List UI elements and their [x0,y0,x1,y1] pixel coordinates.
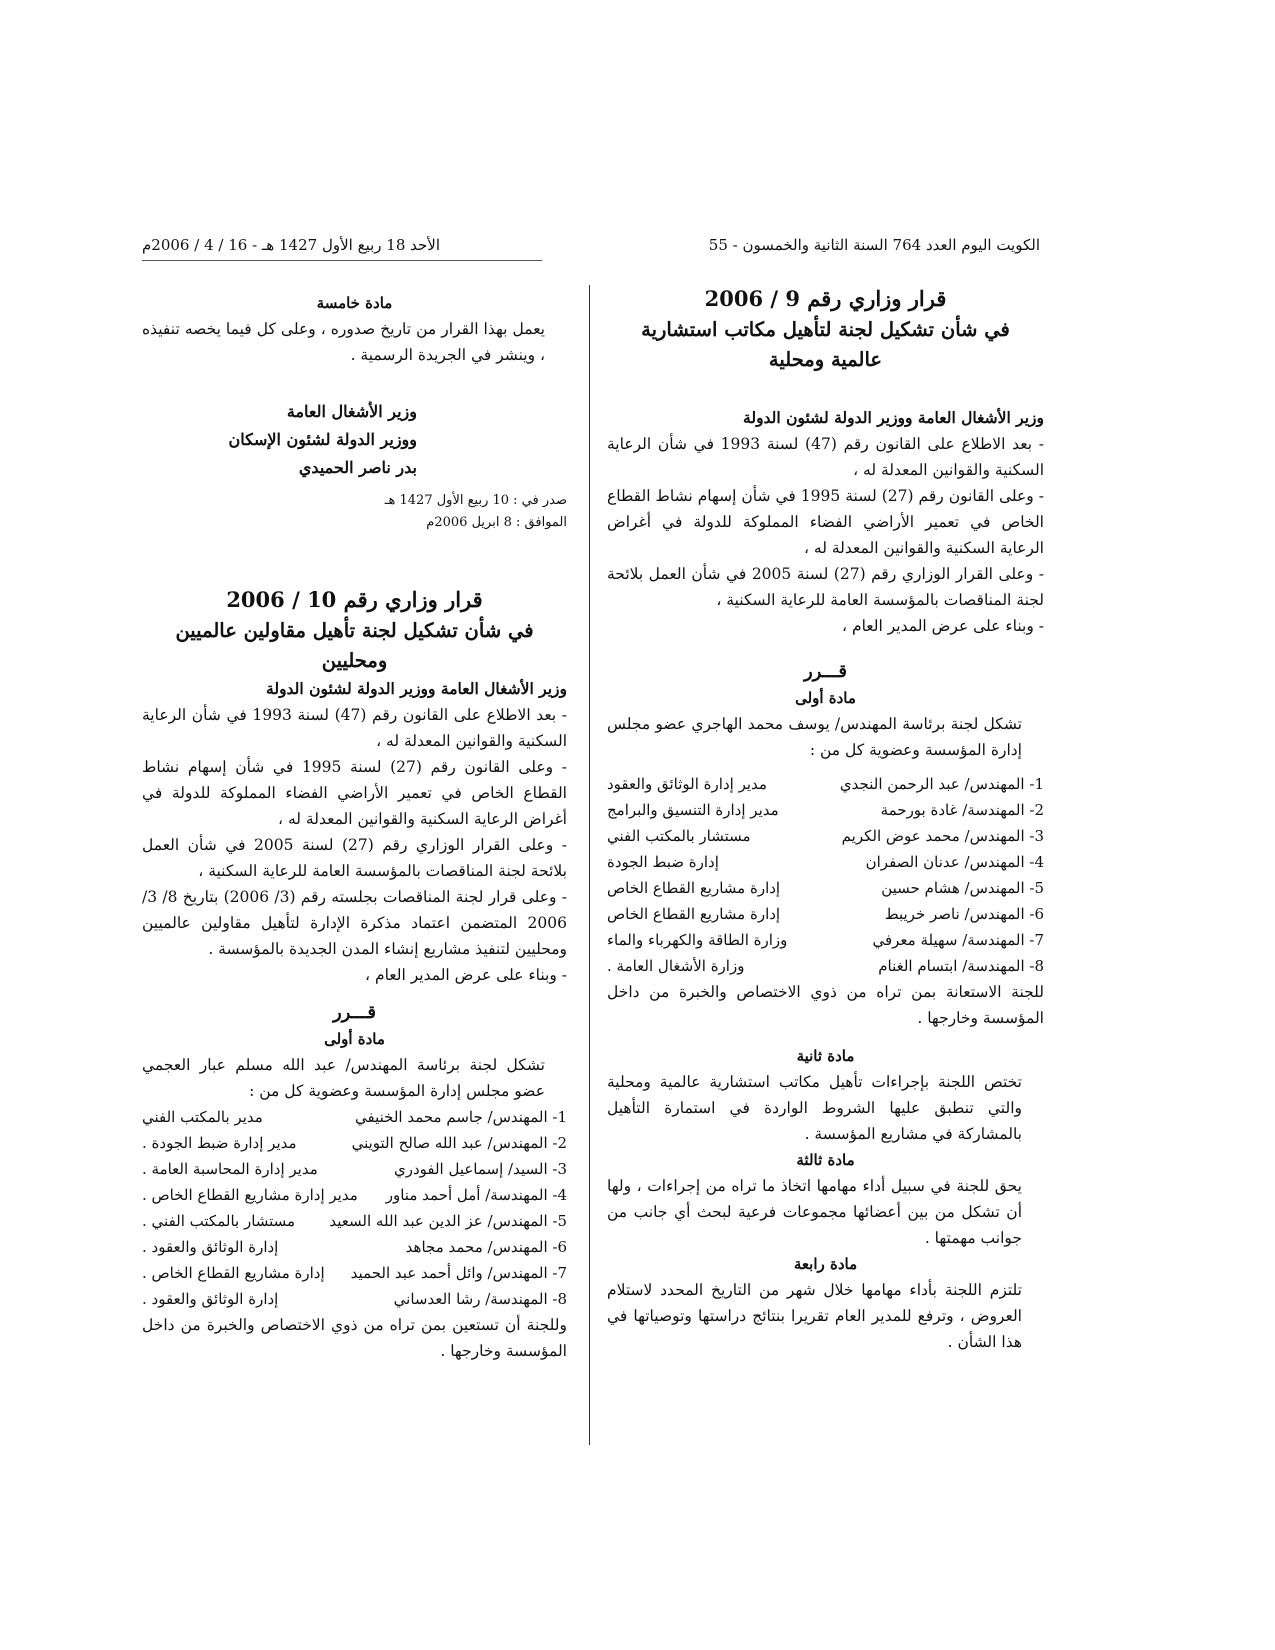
header-issue-info: الكويت اليوم العدد 764 السنة الثانية والخمسون - 55 [708,236,1040,254]
decision-10-subtitle: في شأن تشكيل لجنة تأهيل مقاولين عالميين ومحليين [175,619,534,672]
signature-line: ووزير الدولة لشئون الإسكان [228,430,417,449]
preamble-item: - بعد الاطلاع على القانون رقم (47) لسنة 1993 في شأن الرعاية السكنية والقوانين المعدلة له ، [607,435,1044,479]
member-name: 1- المهندس/ عبد الرحمن النجدي [839,775,1044,793]
member-name: 1- المهندس/ جاسم محمد الخنيفي [355,1108,567,1126]
committee-member [142,1130,567,1156]
signature-line: وزير الأشغال العامة [286,402,417,421]
committee-member [607,823,1044,849]
member-name: 8- المهندسة/ ابتسام الغنام [878,957,1044,975]
decision-10-article-1-closing: وللجنة أن تستعين بمن تراه من ذوي الاختصاص والخبرة من داخل المؤسسة وخارجها . [142,1316,567,1360]
member-name: 5- المهندس/ عز الدين عبد الله السعيد [329,1212,567,1230]
member-role: إدارة ضبط الجودة [607,853,719,871]
article-1-closing: للجنة الاستعانة بمن تراه من ذوي الاختصاص والخبرة من داخل المؤسسة وخارجها . [607,983,1044,1027]
committee-member [142,1234,567,1260]
member-name: 4- المهندس/ عدنان الصفران [865,853,1044,871]
member-name: 7- المهندس/ وائل أحمد عبد الحميد [350,1264,567,1282]
member-name: 7- المهندسة/ سهيلة معرفي [872,931,1044,949]
decision-9-subtitle-line1: في شأن تشكيل لجنة لتأهيل مكاتب استشارية [641,318,1010,341]
article-2-heading: مادة ثانية [796,1047,855,1065]
article-1-text: تشكل لجنة برئاسة المهندس/ يوسف محمد الهاجري عضو مجلس إدارة المؤسسة وعضوية كل من : [607,715,1022,759]
member-role: مدير بالمكتب الفني [142,1108,263,1126]
member-role: إدارة مشاريع القطاع الخاص [607,905,781,923]
page-header [142,236,1040,262]
member-name: 4- المهندسة/ أمل أحمد مناور [385,1186,567,1204]
member-role: مدير إدارة المحاسبة العامة . [142,1160,318,1178]
member-role: مستشار بالمكتب الفني [607,827,751,845]
decision-10-decrees: قـــرر [332,1002,377,1023]
preamble-item: - وعلى القرار الوزاري رقم (27) لسنة 2005 في شأن العمل بلائحة لجنة المناقصات بالمؤسسة العامة للرعاية السكنية ، [142,836,567,880]
preamble-item: - وعلى القرار الوزاري رقم (27) لسنة 2005 في شأن العمل بلائحة لجنة المناقصات بالمؤسسة العامة للرعاية السكنية ، [607,565,1044,609]
preamble-item: - وعلى قرار لجنة المناقصات بجلسته رقم (3/ 2006) بتاريخ 8/ 3/ 2006 المتضمن اعتماد مذكرة الإدارة لتأهيل مقاولين عالميين ومحليين لتنفيذ مشاريع إنشاء المدن الجديدة بالمؤسسة . [142,888,568,958]
member-name: 8- المهندسة/ رشا العدساني [393,1290,567,1308]
left-column [142,290,567,1364]
article-5-text: يعمل بهذا القرار من تاريخ صدوره ، وعلى كل فيما يخصه تنفيذه ، وينشر في الجريدة الرسمية . [142,320,545,364]
member-role: وزارة الطاقة والكهرباء والماء [607,931,788,949]
committee-member [142,1156,567,1182]
decision-9-decrees: قـــرر [803,661,848,682]
committee-member [607,771,1044,797]
member-role: مدير إدارة التنسيق والبرامج [607,801,779,819]
committee-member [607,927,1044,953]
decision-10-article-1-heading: مادة أولى [324,1030,385,1048]
decision-9-minister: وزير الأشغال العامة ووزير الدولة لشئون الدولة [743,408,1044,427]
article-3-heading: مادة ثالثة [796,1151,855,1169]
article-5-heading: مادة خامسة [316,294,393,312]
member-name: 2- المهندسة/ غادة بورحمة [880,801,1044,819]
member-role: مدير إدارة الوثائق والعقود [607,775,767,793]
preamble-item: - وعلى القانون رقم (27) لسنة 1995 في شأن إسهام نشاط القطاع الخاص في تعمير الأراضي الفضاء المملوكة للدولة في أغراض الرعاية السكنية والقوانين المعدلة له ، [607,487,1044,557]
header-rule [142,260,542,261]
committee-member [607,953,1044,979]
member-role: إدارة مشاريع القطاع الخاص . [142,1264,325,1282]
member-name: 6- المهندس/ محمد مجاهد [405,1238,567,1256]
article-4-heading: مادة رابعة [793,1255,858,1273]
decision-9-title: قرار وزاري رقم 9 / 2006 [704,286,947,311]
member-role: مدير إدارة مشاريع القطاع الخاص . [142,1186,358,1204]
signature-line: بدر ناصر الحميدي [298,458,417,477]
preamble-item: - وبناء على عرض المدير العام ، [365,966,567,984]
member-role: مستشار بالمكتب الفني . [142,1212,296,1230]
right-column [607,283,1044,1355]
member-name: 6- المهندس/ ناصر خريبط [884,905,1044,923]
decision-9-subtitle-line2: عالمية ومحلية [768,348,883,371]
column-divider [589,285,590,1445]
member-name: 5- المهندس/ هشام حسين [881,879,1044,897]
member-role: إدارة الوثائق والعقود . [142,1290,279,1308]
decision-10-title: قرار وزاري رقم 10 / 2006 [226,587,483,612]
committee-member [607,849,1044,875]
member-role: إدارة الوثائق والعقود . [142,1238,279,1256]
committee-member [142,1104,567,1130]
article-2-text: تختص اللجنة بإجراءات تأهيل مكاتب استشارية عالمية ومحلية والتي تنطبق عليها الشروط الواردة في استمارة التأهيل بالمشاركة في مشاريع المؤسسة . [607,1073,1022,1143]
corresponding-date: الموافق : 8 ابريل 2006م [426,515,567,530]
header-date: الأحد 18 ربيع الأول 1427 هـ - 16 / 4 / 2006م [142,236,441,254]
issue-dates [142,490,567,534]
signature-block [142,398,567,482]
member-name: 2- المهندس/ عبد الله صالح التويني [351,1134,567,1152]
issued-date: صدر في : 10 ربيع الأول 1427 هـ [384,493,567,508]
committee-member [142,1182,567,1208]
committee-member [142,1208,567,1234]
committee-member [607,797,1044,823]
article-3-text: يحق للجنة في سبيل أداء مهامها اتخاذ ما تراه من إجراءات ، ولها أن تشكل من بين أعضائها مجموعات فرعية لبحث أي جانب من جوانب مهمتها . [607,1177,1022,1247]
preamble-item: - وعلى القانون رقم (27) لسنة 1995 في شأن إسهام نشاط القطاع الخاص في تعمير الأراضي الفضاء المملوكة للدولة في أغراض الرعاية السكنية والقوانين المعدلة له ، [142,758,567,828]
committee-member [142,1260,567,1286]
article-1-heading: مادة أولى [795,689,856,707]
member-name: 3- المهندس/ محمد عوض الكريم [841,827,1044,845]
member-name: 3- السيد/ إسماعيل الفودري [393,1160,567,1178]
committee-member [607,901,1044,927]
member-role: وزارة الأشغال العامة . [607,957,745,975]
committee-member [607,875,1044,901]
preamble-item: - بعد الاطلاع على القانون رقم (47) لسنة 1993 في شأن الرعاية السكنية والقوانين المعدلة له ، [142,706,567,750]
decision-10-article-1-text: تشكل لجنة برئاسة المهندس/ عبد الله مسلم عبار العجمي عضو مجلس إدارة المؤسسة وعضوية كل من : [142,1056,545,1100]
member-role: مدير إدارة ضبط الجودة . [142,1134,297,1152]
preamble-item: - وبناء على عرض المدير العام ، [842,617,1044,635]
decision-10-minister: وزير الأشغال العامة ووزير الدولة لشئون الدولة [266,679,567,698]
committee-member [142,1286,567,1312]
article-4-text: تلتزم اللجنة بأداء مهامها خلال شهر من التاريخ المحدد لاستلام العروض ، وترفع للمدير العام تقريرا بنتائج دراستها وتوصياتها في هذا الشأن . [607,1281,1022,1351]
member-role: إدارة مشاريع القطاع الخاص [607,879,781,897]
